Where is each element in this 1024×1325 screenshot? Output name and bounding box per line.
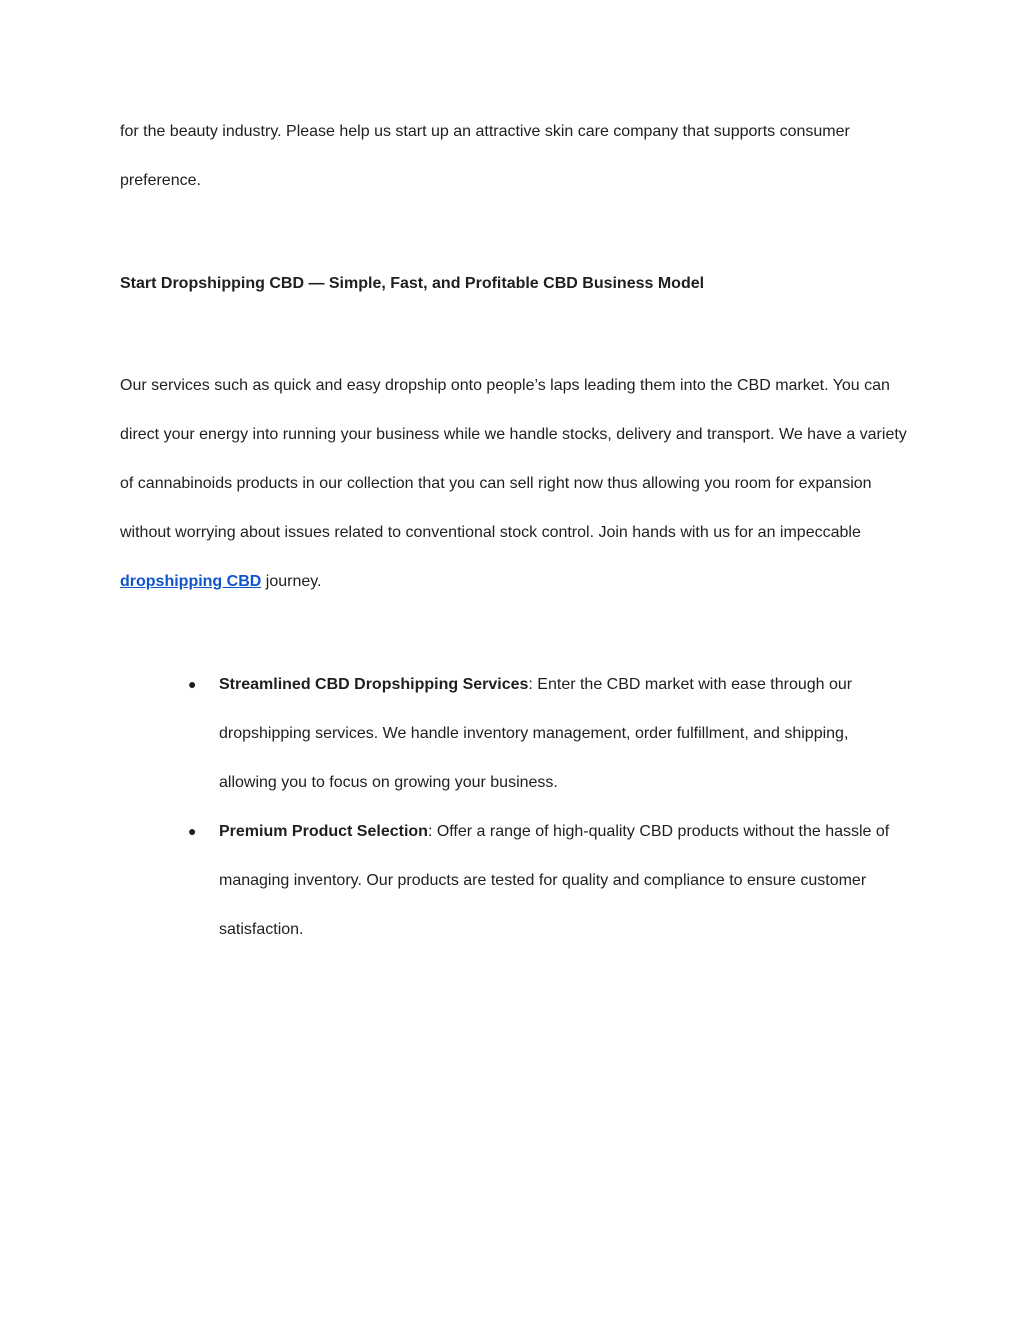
services-text-before-link: Our services such as quick and easy dropship onto people’s laps leading them into the CBD market. You can direct your energy into running your business while we handle stocks, delivery and transport. We have a variety of cannabinoids products in our collection that you can sell right now thus allowing you room for expansion without worrying about issues related to conventional stock control. Join hands with us for an impeccable bbox=[120, 377, 907, 541]
bullet-item-premium-selection bbox=[188, 807, 908, 954]
bullet-dot-icon: ● bbox=[188, 676, 197, 692]
bullet-item-streamlined-services bbox=[188, 660, 908, 807]
intro-paragraph: for the beauty industry. Please help us start up an attractive skin care company that supports consumer preference. bbox=[120, 123, 850, 189]
bullet-text: : Enter the CBD market with ease through our dropshipping services. We handle inventory management, order fulfillment, and shipping, allowing you to focus on growing your business. bbox=[219, 676, 853, 791]
feature-bullet-list bbox=[188, 660, 908, 954]
section-heading: Start Dropshipping CBD — Simple, Fast, and Profitable CBD Business Model bbox=[120, 275, 705, 292]
bullet-text: : Offer a range of high-quality CBD products without the hassle of managing inventory. Our products are tested for quality and compliance to ensure customer satisfaction. bbox=[219, 823, 890, 938]
services-paragraph bbox=[120, 361, 910, 606]
services-text-after-link: journey. bbox=[261, 573, 322, 590]
bullet-title: Streamlined CBD Dropshipping Services bbox=[219, 676, 529, 693]
dropshipping-cbd-link[interactable]: dropshipping CBD bbox=[120, 573, 262, 590]
bullet-title: Premium Product Selection bbox=[219, 823, 428, 840]
bullet-dot-icon: ● bbox=[188, 823, 197, 839]
